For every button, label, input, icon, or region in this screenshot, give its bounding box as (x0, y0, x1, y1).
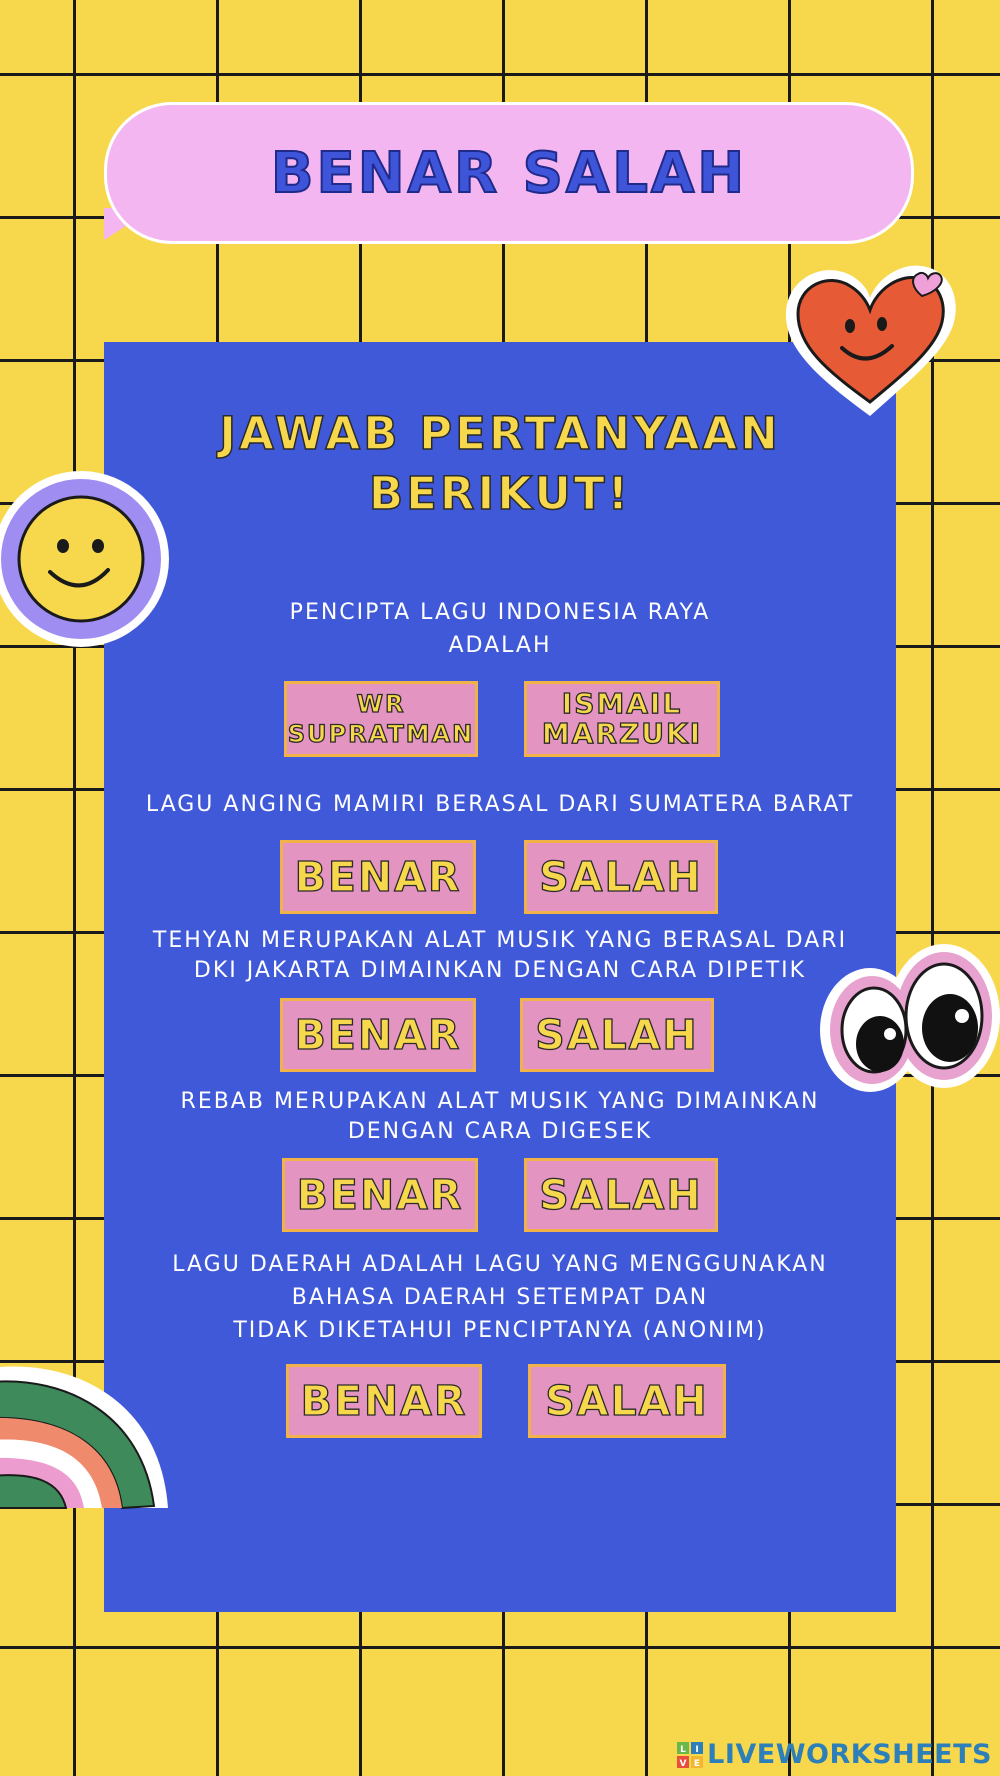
answer-button-q4-benar[interactable]: BENAR (282, 1158, 478, 1232)
question-text-line: ADALAH (448, 633, 552, 658)
question-text-line: DKI JAKARTA DIMAINKAN DENGAN CARA DIPETIK (193, 958, 807, 983)
answer-label-line: MARZUKI (541, 717, 703, 750)
answer-label-line: WR (356, 690, 406, 718)
logo-letter: V (679, 1758, 687, 1768)
question-panel (104, 342, 896, 1612)
answer-button-q4-salah[interactable]: SALAH (524, 1158, 718, 1232)
googly-eyes-sticker-icon (820, 936, 1000, 1116)
question-4 (104, 1087, 896, 1147)
answer-button-q2-benar[interactable]: BENAR (280, 840, 476, 914)
liveworksheets-logo[interactable] (677, 1739, 992, 1770)
instruction-heading-line: JAWAB PERTANYAAN (219, 407, 781, 460)
logo-letter: E (694, 1758, 701, 1768)
page-title: BENAR SALAH (270, 140, 748, 206)
heart-sticker-icon (778, 256, 962, 424)
answer-label-line: SUPRATMAN (287, 720, 475, 748)
question-text-line: LAGU ANGING MAMIRI BERASAL DARI SUMATERA BARAT (145, 792, 855, 817)
logo-letter: I (695, 1744, 699, 1755)
title-speech-bubble (104, 102, 914, 244)
answer-button-q5-benar[interactable]: BENAR (286, 1364, 482, 1438)
answer-button-q1-option-1[interactable] (284, 681, 478, 757)
question-text-line: BAHASA DAERAH SETEMPAT DAN (291, 1285, 709, 1310)
logo-letter: L (680, 1744, 687, 1755)
answer-label-line: ISMAIL (561, 687, 683, 720)
answer-button-q3-salah[interactable]: SALAH (520, 998, 714, 1072)
smiley-sticker-icon (0, 468, 172, 650)
answer-button-q5-salah[interactable]: SALAH (528, 1364, 726, 1438)
question-3 (104, 926, 896, 986)
question-1 (104, 596, 896, 662)
question-text-line: DENGAN CARA DIGESEK (347, 1119, 653, 1144)
answer-button-q1-option-2[interactable] (524, 681, 720, 757)
answer-button-q3-benar[interactable]: BENAR (280, 998, 476, 1072)
question-text-line: REBAB MERUPAKAN ALAT MUSIK YANG DIMAINKAN (180, 1089, 820, 1114)
instruction-heading-line: BERIKUT! (368, 467, 632, 520)
liveworksheets-logo-icon (677, 1742, 703, 1768)
question-text-line: TEHYAN MERUPAKAN ALAT MUSIK YANG BERASAL DARI (152, 928, 848, 953)
question-text-line: LAGU DAERAH ADALAH LAGU YANG MENGGUNAKAN (172, 1252, 828, 1277)
question-text-line: TIDAK DIKETAHUI PENCIPTANYA (ANONIM) (233, 1318, 767, 1343)
answer-button-q2-salah[interactable]: SALAH (524, 840, 718, 914)
rainbow-sticker-icon (0, 1358, 180, 1538)
question-2 (104, 788, 896, 821)
question-5 (104, 1248, 896, 1347)
question-text-line: PENCIPTA LAGU INDONESIA RAYA (289, 600, 711, 625)
liveworksheets-brand-text: LIVEWORKSHEETS (707, 1739, 992, 1770)
